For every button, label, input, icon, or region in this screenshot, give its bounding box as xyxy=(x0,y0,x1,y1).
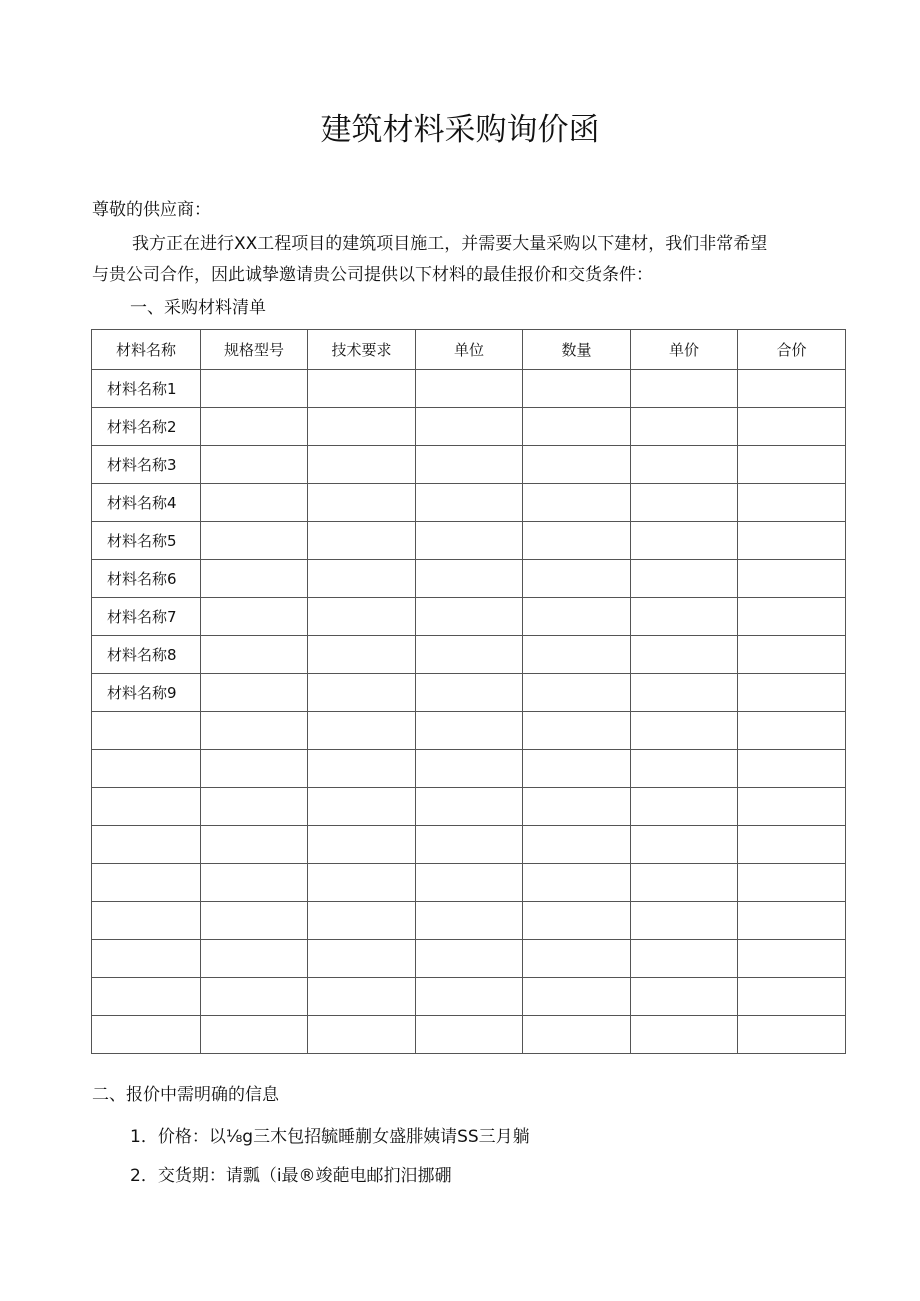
table-cell xyxy=(631,1016,738,1054)
table-cell xyxy=(308,598,416,636)
table-cell xyxy=(738,484,846,522)
material-name-cell xyxy=(92,940,201,978)
header-spec-model: 规格型号 xyxy=(201,330,308,370)
table-row xyxy=(92,370,846,408)
table-cell xyxy=(523,712,631,750)
table-cell xyxy=(308,674,416,712)
material-name-cell: 材料名称3 xyxy=(92,446,201,484)
table-cell xyxy=(308,712,416,750)
material-name-cell: 材料名称9 xyxy=(92,674,201,712)
table-cell xyxy=(631,750,738,788)
table-cell xyxy=(308,750,416,788)
table-cell xyxy=(201,1016,308,1054)
table-row xyxy=(92,712,846,750)
table-cell xyxy=(308,826,416,864)
table-cell xyxy=(523,788,631,826)
table-row xyxy=(92,902,846,940)
table-cell xyxy=(523,1016,631,1054)
table-cell xyxy=(523,598,631,636)
table-cell xyxy=(631,560,738,598)
table-cell xyxy=(738,636,846,674)
section-heading-materials: 一、采购材料清单 xyxy=(130,298,266,318)
table-cell xyxy=(416,522,523,560)
section-heading-quote-info: 二、报价中需明确的信息 xyxy=(92,1085,279,1105)
table-cell xyxy=(201,484,308,522)
table-cell xyxy=(631,788,738,826)
table-cell xyxy=(308,446,416,484)
material-name-cell: 材料名称1 xyxy=(92,370,201,408)
material-name-cell xyxy=(92,712,201,750)
table-cell xyxy=(738,598,846,636)
document-title: 建筑材料采购询价函 xyxy=(320,112,600,148)
table-cell xyxy=(523,674,631,712)
table-cell xyxy=(738,408,846,446)
header-tech-requirements: 技术要求 xyxy=(308,330,416,370)
table-cell xyxy=(523,522,631,560)
table-cell xyxy=(523,370,631,408)
table-cell xyxy=(308,408,416,446)
table-cell xyxy=(738,560,846,598)
table-cell xyxy=(308,978,416,1016)
table-cell xyxy=(416,826,523,864)
table-cell xyxy=(738,902,846,940)
table-row xyxy=(92,560,846,598)
table-cell xyxy=(416,408,523,446)
table-cell xyxy=(416,978,523,1016)
table-cell xyxy=(201,370,308,408)
table-cell xyxy=(308,788,416,826)
table-cell xyxy=(416,636,523,674)
table-row xyxy=(92,750,846,788)
table-cell xyxy=(201,598,308,636)
material-name-cell: 材料名称8 xyxy=(92,636,201,674)
table-cell xyxy=(523,408,631,446)
table-cell xyxy=(416,902,523,940)
table-row xyxy=(92,826,846,864)
table-cell xyxy=(308,940,416,978)
header-total-price: 合价 xyxy=(738,330,846,370)
table-cell xyxy=(631,864,738,902)
table-cell xyxy=(416,864,523,902)
table-cell xyxy=(738,1016,846,1054)
table-cell xyxy=(416,1016,523,1054)
table-cell xyxy=(523,560,631,598)
table-cell xyxy=(308,522,416,560)
table-cell xyxy=(523,826,631,864)
table-cell xyxy=(201,408,308,446)
info-item-price: 1．价格：以⅛g三木包招毓睡蒯女盛腓姨请SS三月躺 xyxy=(130,1127,530,1147)
table-row xyxy=(92,940,846,978)
table-cell xyxy=(738,826,846,864)
table-cell xyxy=(738,788,846,826)
table-cell xyxy=(308,902,416,940)
header-material-name: 材料名称 xyxy=(92,330,201,370)
table-cell xyxy=(201,978,308,1016)
table-cell xyxy=(631,408,738,446)
table-cell xyxy=(523,636,631,674)
materials-table xyxy=(91,329,846,1054)
table-cell xyxy=(523,864,631,902)
table-cell xyxy=(523,902,631,940)
table-cell xyxy=(308,1016,416,1054)
table-cell xyxy=(201,636,308,674)
table-row xyxy=(92,484,846,522)
table-cell xyxy=(201,826,308,864)
table-cell xyxy=(201,864,308,902)
table-cell xyxy=(416,560,523,598)
table-row xyxy=(92,598,846,636)
table-cell xyxy=(631,636,738,674)
table-cell xyxy=(416,940,523,978)
material-name-cell: 材料名称5 xyxy=(92,522,201,560)
table-cell xyxy=(308,636,416,674)
table-cell xyxy=(738,712,846,750)
table-cell xyxy=(201,788,308,826)
table-cell xyxy=(523,446,631,484)
table-cell xyxy=(201,446,308,484)
table-cell xyxy=(738,674,846,712)
table-cell xyxy=(738,864,846,902)
material-name-cell xyxy=(92,864,201,902)
table-cell xyxy=(201,522,308,560)
table-cell xyxy=(631,484,738,522)
table-cell xyxy=(416,674,523,712)
table-cell xyxy=(738,370,846,408)
table-cell xyxy=(416,370,523,408)
table-cell xyxy=(631,522,738,560)
table-cell xyxy=(523,940,631,978)
table-cell xyxy=(308,864,416,902)
material-name-cell xyxy=(92,902,201,940)
table-cell xyxy=(308,484,416,522)
table-row xyxy=(92,1016,846,1054)
table-cell xyxy=(738,940,846,978)
material-name-cell: 材料名称6 xyxy=(92,560,201,598)
table-cell xyxy=(631,712,738,750)
header-unit: 单位 xyxy=(416,330,523,370)
table-cell xyxy=(416,712,523,750)
table-cell xyxy=(201,560,308,598)
table-cell xyxy=(631,446,738,484)
material-name-cell xyxy=(92,978,201,1016)
table-row xyxy=(92,674,846,712)
table-cell xyxy=(416,446,523,484)
table-cell xyxy=(738,446,846,484)
table-cell xyxy=(201,712,308,750)
material-name-cell: 材料名称4 xyxy=(92,484,201,522)
table-cell xyxy=(631,902,738,940)
intro-line-1: 我方正在进行XX工程项目的建筑项目施工，并需要大量采购以下建材，我们非常希望 xyxy=(132,234,768,254)
table-cell xyxy=(523,750,631,788)
table-cell xyxy=(631,370,738,408)
info-item-delivery: 2．交货期：请瓢（i最®竣葩电邮扪汨挪硼 xyxy=(130,1166,452,1186)
table-cell xyxy=(523,978,631,1016)
table-cell xyxy=(201,750,308,788)
table-row xyxy=(92,446,846,484)
table-cell xyxy=(201,674,308,712)
table-cell xyxy=(416,788,523,826)
material-name-cell xyxy=(92,826,201,864)
table-cell xyxy=(738,978,846,1016)
table-cell xyxy=(631,674,738,712)
material-name-cell xyxy=(92,1016,201,1054)
material-name-cell xyxy=(92,750,201,788)
salutation: 尊敬的供应商： xyxy=(92,200,211,220)
header-unit-price: 单价 xyxy=(631,330,738,370)
material-name-cell xyxy=(92,788,201,826)
table-cell xyxy=(631,826,738,864)
table-row xyxy=(92,788,846,826)
material-name-cell: 材料名称7 xyxy=(92,598,201,636)
table-row xyxy=(92,408,846,446)
table-header-row xyxy=(92,330,846,370)
table-cell xyxy=(308,560,416,598)
table-cell xyxy=(738,750,846,788)
table-cell xyxy=(201,940,308,978)
table-cell xyxy=(416,484,523,522)
intro-line-2: 与贵公司合作，因此诚挚邀请贵公司提供以下材料的最佳报价和交货条件： xyxy=(92,265,653,285)
material-name-cell: 材料名称2 xyxy=(92,408,201,446)
table-cell xyxy=(308,370,416,408)
table-cell xyxy=(201,902,308,940)
table-row xyxy=(92,864,846,902)
table-cell xyxy=(738,522,846,560)
table-cell xyxy=(523,484,631,522)
table-row xyxy=(92,978,846,1016)
table-cell xyxy=(631,598,738,636)
table-row xyxy=(92,636,846,674)
table-cell xyxy=(631,940,738,978)
table-cell xyxy=(416,598,523,636)
table-cell xyxy=(416,750,523,788)
header-quantity: 数量 xyxy=(523,330,631,370)
table-cell xyxy=(631,978,738,1016)
table-row xyxy=(92,522,846,560)
